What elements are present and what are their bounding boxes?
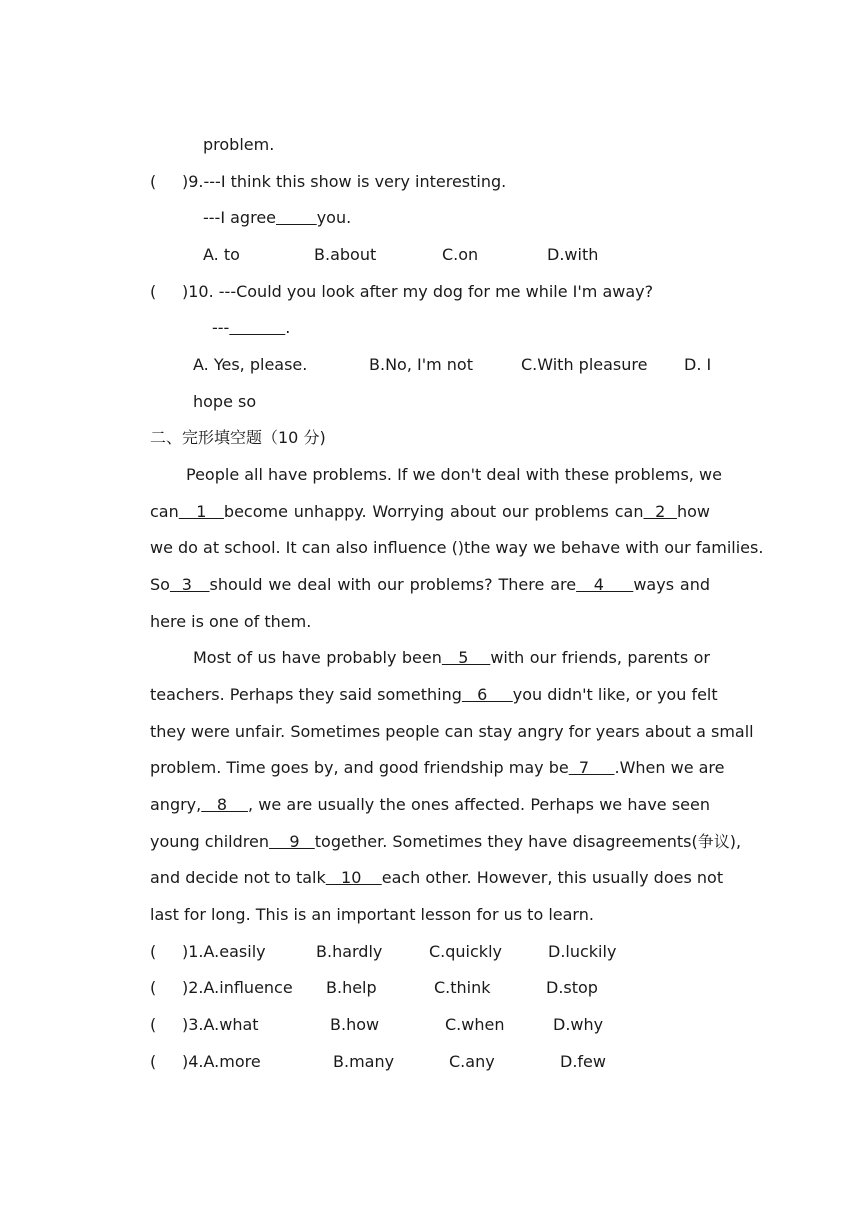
q10-option-c: C.With pleasure [521, 355, 648, 374]
q9-paren: ( [150, 172, 157, 191]
choice-3-a: )3.A.what [182, 1015, 259, 1034]
blank-5: 5 [441, 648, 491, 667]
q9-option-d: D.with [547, 245, 599, 264]
q10-option-a: A. Yes, please. [193, 355, 308, 374]
section-title: 二、完形填空题（10 分) [150, 428, 326, 447]
q9-answer-suffix: you. [316, 208, 352, 227]
choice-paren: ( [150, 978, 157, 997]
passage-line: People all have problems. If we don't deal with these problems, we [186, 465, 722, 484]
q10-paren: ( [150, 282, 157, 301]
continued-text: problem. [203, 135, 275, 154]
passage-line: angry, 8 , we are usually the ones affected. Perhaps we have seen [150, 795, 711, 814]
q10-option-d: D. I [684, 355, 712, 374]
blank-4: 4 [576, 575, 634, 594]
passage-line: here is one of them. [150, 612, 312, 631]
q10-answer-blank [229, 318, 285, 337]
choice-1-b: B.hardly [316, 942, 383, 961]
q9-option-c: C.on [442, 245, 479, 264]
choice-2-c: C.think [434, 978, 491, 997]
q9-option-a: A. to [203, 245, 240, 264]
choice-1-c: C.quickly [429, 942, 502, 961]
blank-1: 1 [178, 502, 224, 521]
passage-line: teachers. Perhaps they said something 6 you didn't like, or you felt [150, 685, 718, 704]
choice-1-a: )1.A.easily [182, 942, 266, 961]
passage-line: last for long. This is an important lesson for us to learn. [150, 905, 594, 924]
passage-line: So 3 should we deal with our problems? There are 4 ways and [150, 575, 711, 594]
passage-line: and decide not to talk 10 each other. However, this usually does not [150, 868, 724, 887]
blank-10: 10 [325, 868, 382, 887]
choice-4-b: B.many [333, 1052, 395, 1071]
passage-line: we do at school. It can also influence ()the way we behave with our families. [150, 538, 764, 557]
passage-line: they were unfair. Sometimes people can stay angry for years about a small [150, 722, 754, 741]
q10-option-b: B.No, I'm not [369, 355, 473, 374]
choice-4-d: D.few [560, 1052, 606, 1071]
q10-question: )10. ---Could you look after my dog for me while I'm away? [182, 282, 654, 301]
blank-3: 3 [169, 575, 210, 594]
blank-9: 9 [268, 832, 315, 851]
q10-answer-suffix: . [285, 318, 291, 337]
choice-2-d: D.stop [546, 978, 598, 997]
choice-paren: ( [150, 942, 157, 961]
q10-option-d-continued: hope so [193, 392, 257, 411]
choice-2-a: )2.A.influence [182, 978, 293, 997]
choice-4-c: C.any [449, 1052, 495, 1071]
passage-line: problem. Time goes by, and good friendship may be 7 .When we are [150, 758, 725, 777]
q10-answer-prefix: --- [212, 318, 230, 337]
choice-3-d: D.why [553, 1015, 604, 1034]
q9-option-b: B.about [314, 245, 377, 264]
choice-paren: ( [150, 1015, 157, 1034]
blank-7: 7 [568, 758, 615, 777]
passage-line: young children 9 together. Sometimes they have disagreements(争议), [150, 832, 742, 851]
choice-1-d: D.luckily [548, 942, 617, 961]
q9-answer [203, 208, 351, 228]
choice-3-b: B.how [330, 1015, 380, 1034]
q9-question: )9.---I think this show is very interesting. [182, 172, 507, 191]
choice-3-c: C.when [445, 1015, 505, 1034]
q9-answer-blank [276, 208, 317, 227]
blank-8: 8 [201, 795, 248, 814]
q10-answer [212, 318, 290, 338]
choice-4-a: )4.A.more [182, 1052, 261, 1071]
passage-line: can 1 become unhappy. Worrying about our problems can 2 how [150, 502, 710, 521]
q9-answer-prefix: ---I agree [203, 208, 276, 227]
choice-paren: ( [150, 1052, 157, 1071]
blank-6: 6 [461, 685, 513, 704]
choice-2-b: B.help [326, 978, 377, 997]
passage-line: Most of us have probably been 5 with our friends, parents or [193, 648, 710, 667]
blank-2: 2 [643, 502, 677, 521]
